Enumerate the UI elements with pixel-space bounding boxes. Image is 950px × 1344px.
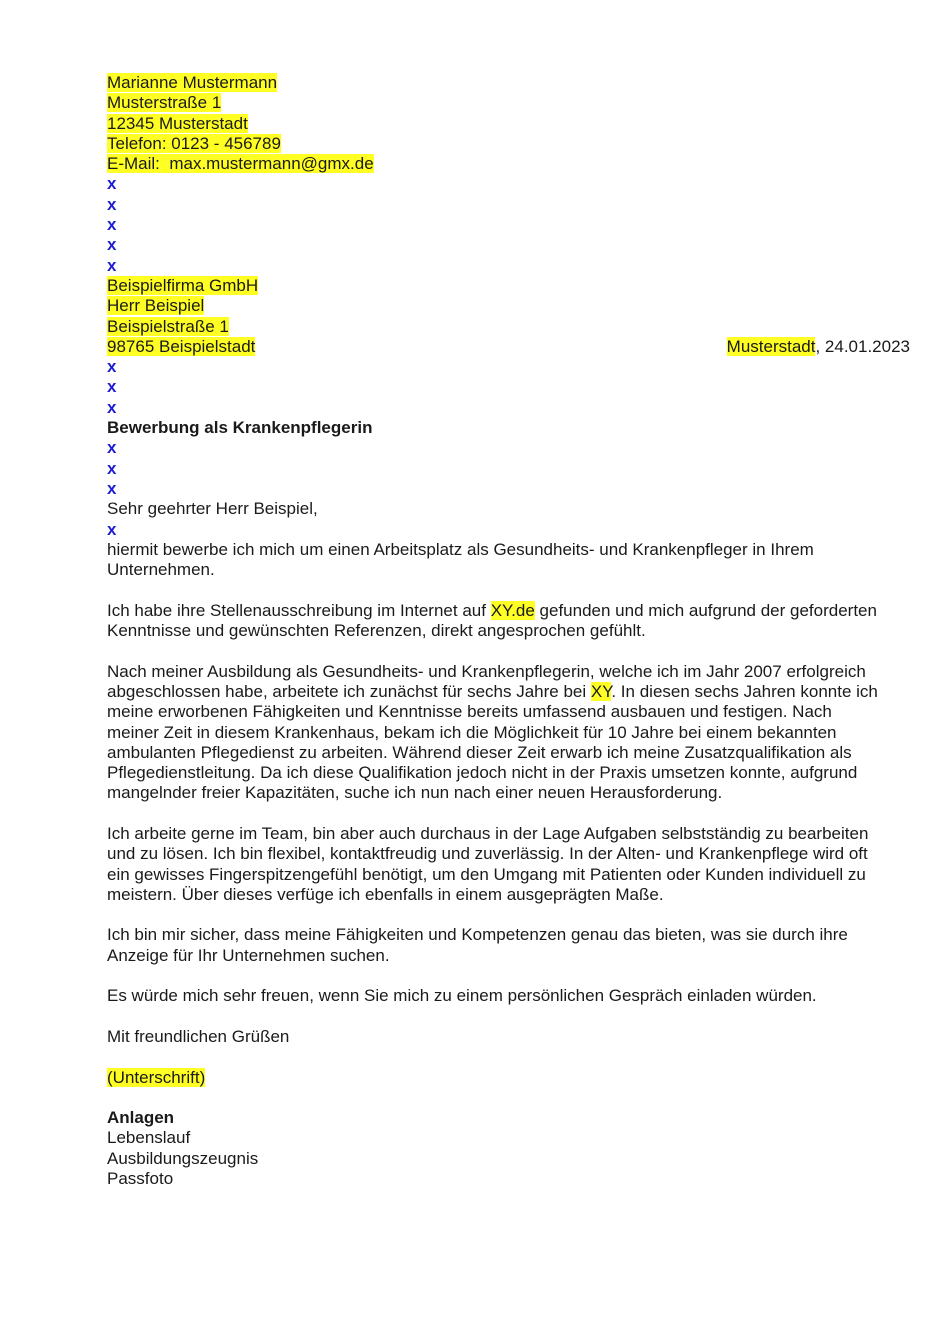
attachments-heading: Anlagen <box>107 1108 175 1128</box>
spacer-marker: x <box>107 397 117 417</box>
attachment-item: Lebenslauf <box>107 1128 191 1148</box>
signature-placeholder: (Unterschrift) <box>107 1067 206 1087</box>
spacer-marker: x <box>107 255 117 275</box>
body-paragraph-2: Ich habe ihre Stellenausschreibung im Internet auf XY.de gefunden und mich aufgrund der geforderten Kenntnisse und gewünschten Referenzen, direkt angesprochen gefühlt. <box>107 600 877 641</box>
sender-name: Marianne Mustermann <box>107 73 278 92</box>
recipient-street: Beispielstraße 1 <box>107 316 229 336</box>
closing: Mit freundlichen Grüßen <box>107 1026 290 1046</box>
spacer-marker: x <box>107 377 117 397</box>
date-value: , 24.01.2023 <box>815 336 910 356</box>
highlight-employer: XY <box>590 681 612 701</box>
spacer-marker: x <box>107 235 117 255</box>
spacer-marker: x <box>107 174 117 194</box>
date-line <box>727 337 910 357</box>
sender-block <box>107 73 910 174</box>
spacer-marker: x <box>107 194 117 214</box>
body-paragraph-5: Ich bin mir sicher, dass meine Fähigkeiten und Kompetenzen genau das bieten, was sie durch ihre Anzeige für Ihr Unternehmen suchen. <box>107 925 848 965</box>
body-paragraph-6: Es würde mich sehr freuen, wenn Sie mich zu einem persönlichen Gespräch einladen würden. <box>107 986 817 1006</box>
spacer-marker: x <box>107 458 117 478</box>
recipient-city: 98765 Beispielstadt <box>107 336 256 356</box>
attachment-item: Passfoto <box>107 1169 174 1189</box>
body-paragraph-1: hiermit bewerbe ich mich um einen Arbeitsplatz als Gesundheits- und Krankenpfleger in Ihrem Unternehmen. <box>107 539 814 580</box>
spacer-marker: x <box>107 357 117 377</box>
salutation: Sehr geehrter Herr Beispiel, <box>107 499 318 519</box>
spacer-marker: x <box>107 519 117 539</box>
spacer-marker: x <box>107 438 117 458</box>
letter-content <box>107 73 910 1189</box>
attachments-block <box>107 1108 910 1189</box>
highlight-website: XY.de <box>490 600 535 620</box>
sender-phone: Telefon: 0123 - 456789 <box>107 133 281 153</box>
recipient-contact: Herr Beispiel <box>107 296 205 316</box>
body-paragraph-4: Ich arbeite gerne im Team, bin aber auch durchaus in der Lage Aufgaben selbstständig zu bearbeiten und zu lösen. Ich bin flexibel, kontaktfreudig und zuverlässig. In der Alten- und Krankenpflege wird oft ein gewisses Fingerspitzengefühl benötigt, um den Umgang mit Patienten oder Kunden individuell zu meistern. Über dieses verfüge ich ebenfalls in einem ausgeprägten Maße. <box>107 823 869 904</box>
body-paragraph-3: Nach meiner Ausbildung als Gesundheits- und Krankenpflegerin, welche ich im Jahr 2007 erfolgreich abgeschlossen habe, arbeitete ich zunächst für sechs Jahre bei XY. In diesen sechs Jahren konnte ich meine erworbenen Fähigkeiten und Kenntnisse bereits umfassend ausbauen und festigen. Nach meiner Zeit in diesem Krankenhaus, bekam ich die Möglichkeit für 10 Jahre bei einem bekannten ambulanten Pflegedienst zu arbeiten. Während dieser Zeit erwarb ich meine Zusatzqualifikation als Pflegedienstleitung. Da ich diese Qualifikation jedoch nicht in der Praxis umsetzen konnte, aufgrund mangelnder freier Kapazitäten, suche ich nun nach einer neuen Herausforderung. <box>107 661 878 803</box>
sender-email: E-Mail: max.mustermann@gmx.de <box>107 154 374 174</box>
recipient-block <box>107 276 910 357</box>
spacer-marker: x <box>107 215 117 235</box>
date-place: Musterstadt <box>726 336 816 356</box>
attachment-item: Ausbildungszeugnis <box>107 1148 259 1168</box>
recipient-company: Beispielfirma GmbH <box>107 275 259 295</box>
subject-line: Bewerbung als Krankenpflegerin <box>107 418 373 438</box>
sender-street: Musterstraße 1 <box>107 93 222 113</box>
sender-city: 12345 Musterstadt <box>107 113 248 133</box>
spacer-marker: x <box>107 478 117 498</box>
